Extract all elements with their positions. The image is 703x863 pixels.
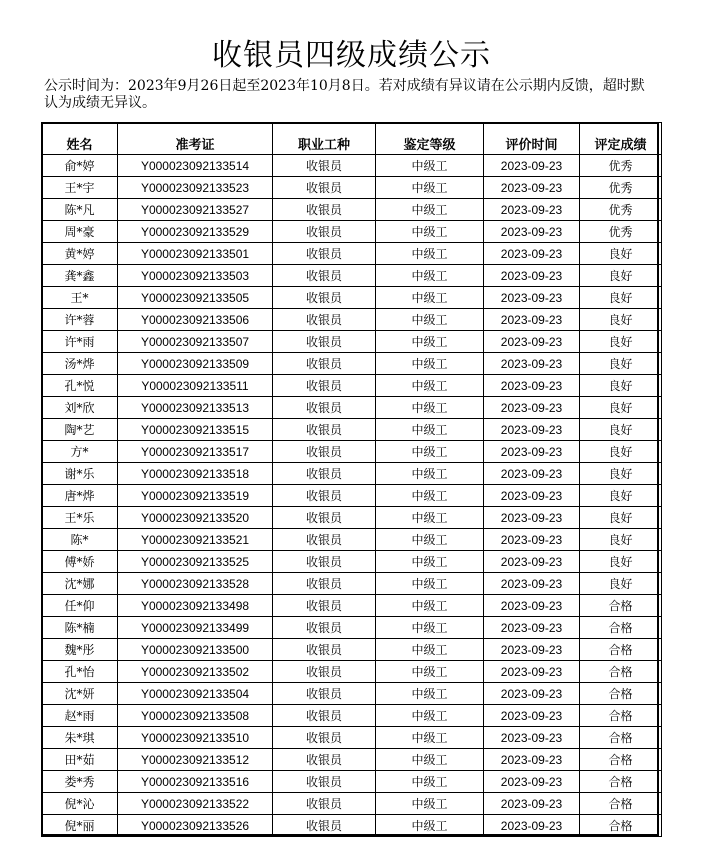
cell-exam-id: Y000023092133504 [118,683,273,705]
cell-eval-date: 2023-09-23 [484,485,580,507]
cell-occupation: 收银员 [273,265,376,287]
cell-occupation: 收银员 [273,507,376,529]
cell-grade: 良好 [580,353,662,375]
table-row [42,749,662,771]
cell-name: 陶*艺 [42,419,118,441]
header-row [42,123,662,155]
header-eval-date: 评价时间 [484,123,580,155]
cell-exam-id: Y000023092133519 [118,485,273,507]
cell-exam-id: Y000023092133517 [118,441,273,463]
cell-level: 中级工 [376,661,484,683]
header-exam-id: 准考证 [118,123,273,155]
cell-exam-id: Y000023092133523 [118,177,273,199]
table-row [42,155,662,177]
cell-name: 俞*婷 [42,155,118,177]
cell-level: 中级工 [376,815,484,837]
cell-occupation: 收银员 [273,199,376,221]
cell-grade: 良好 [580,397,662,419]
cell-exam-id: Y000023092133515 [118,419,273,441]
cell-occupation: 收银员 [273,661,376,683]
cell-exam-id: Y000023092133512 [118,749,273,771]
cell-exam-id: Y000023092133521 [118,529,273,551]
table-row [42,815,662,837]
cell-grade: 合格 [580,639,662,661]
cell-level: 中级工 [376,595,484,617]
cell-occupation: 收银员 [273,705,376,727]
cell-name: 沈*妍 [42,683,118,705]
cell-grade: 合格 [580,771,662,793]
table-row [42,441,662,463]
table-row [42,397,662,419]
cell-occupation: 收银员 [273,771,376,793]
table-row [42,573,662,595]
cell-grade: 优秀 [580,177,662,199]
cell-exam-id: Y000023092133510 [118,727,273,749]
cell-occupation: 收银员 [273,463,376,485]
cell-exam-id: Y000023092133511 [118,375,273,397]
cell-eval-date: 2023-09-23 [484,375,580,397]
cell-occupation: 收银员 [273,485,376,507]
cell-grade: 优秀 [580,155,662,177]
page-title: 收银员四级成绩公示 [212,38,491,73]
cell-level: 中级工 [376,155,484,177]
cell-eval-date: 2023-09-23 [484,595,580,617]
cell-exam-id: Y000023092133509 [118,353,273,375]
cell-name: 陈* [42,529,118,551]
cell-occupation: 收银员 [273,441,376,463]
cell-level: 中级工 [376,177,484,199]
cell-name: 黄*婷 [42,243,118,265]
cell-level: 中级工 [376,793,484,815]
cell-name: 任*仰 [42,595,118,617]
cell-occupation: 收银员 [273,331,376,353]
table-row [42,529,662,551]
cell-level: 中级工 [376,529,484,551]
cell-grade: 合格 [580,749,662,771]
table-row [42,243,662,265]
cell-name: 方* [42,441,118,463]
cell-eval-date: 2023-09-23 [484,573,580,595]
cell-eval-date: 2023-09-23 [484,463,580,485]
cell-name: 赵*雨 [42,705,118,727]
table-row [42,221,662,243]
cell-exam-id: Y000023092133498 [118,595,273,617]
header-name: 姓名 [42,123,118,155]
cell-grade: 良好 [580,463,662,485]
cell-level: 中级工 [376,705,484,727]
cell-name: 刘*欣 [42,397,118,419]
cell-eval-date: 2023-09-23 [484,199,580,221]
table-row [42,177,662,199]
cell-eval-date: 2023-09-23 [484,749,580,771]
table-row [42,595,662,617]
table-body [42,155,662,837]
cell-exam-id: Y000023092133499 [118,617,273,639]
table-row [42,551,662,573]
cell-exam-id: Y000023092133522 [118,793,273,815]
cell-grade: 合格 [580,661,662,683]
cell-eval-date: 2023-09-23 [484,661,580,683]
cell-eval-date: 2023-09-23 [484,331,580,353]
table-row [42,617,662,639]
cell-name: 陈*楠 [42,617,118,639]
cell-exam-id: Y000023092133525 [118,551,273,573]
table-row [42,199,662,221]
cell-occupation: 收银员 [273,551,376,573]
cell-name: 孔*悦 [42,375,118,397]
cell-exam-id: Y000023092133528 [118,573,273,595]
table-row [42,419,662,441]
cell-eval-date: 2023-09-23 [484,177,580,199]
cell-name: 傅*娇 [42,551,118,573]
cell-name: 谢*乐 [42,463,118,485]
table-row [42,375,662,397]
cell-name: 龚*鑫 [42,265,118,287]
cell-level: 中级工 [376,771,484,793]
cell-exam-id: Y000023092133527 [118,199,273,221]
cell-occupation: 收银员 [273,639,376,661]
cell-exam-id: Y000023092133505 [118,287,273,309]
table-row [42,309,662,331]
cell-occupation: 收银员 [273,595,376,617]
cell-level: 中级工 [376,419,484,441]
cell-exam-id: Y000023092133529 [118,221,273,243]
cell-occupation: 收银员 [273,529,376,551]
table-row [42,331,662,353]
cell-occupation: 收银员 [273,353,376,375]
cell-exam-id: Y000023092133501 [118,243,273,265]
table-row [42,727,662,749]
header-occupation: 职业工种 [273,123,376,155]
cell-eval-date: 2023-09-23 [484,353,580,375]
cell-occupation: 收银员 [273,727,376,749]
table-row [42,485,662,507]
cell-level: 中级工 [376,683,484,705]
cell-grade: 良好 [580,331,662,353]
cell-level: 中级工 [376,727,484,749]
cell-level: 中级工 [376,551,484,573]
cell-eval-date: 2023-09-23 [484,529,580,551]
cell-grade: 合格 [580,793,662,815]
cell-exam-id: Y000023092133506 [118,309,273,331]
header-level: 鉴定等级 [376,123,484,155]
cell-eval-date: 2023-09-23 [484,551,580,573]
cell-level: 中级工 [376,287,484,309]
cell-grade: 优秀 [580,221,662,243]
cell-level: 中级工 [376,221,484,243]
cell-exam-id: Y000023092133500 [118,639,273,661]
table-header [42,123,662,155]
cell-name: 魏*彤 [42,639,118,661]
cell-eval-date: 2023-09-23 [484,793,580,815]
cell-eval-date: 2023-09-23 [484,617,580,639]
cell-name: 孔*怡 [42,661,118,683]
cell-level: 中级工 [376,199,484,221]
cell-grade: 良好 [580,419,662,441]
cell-occupation: 收银员 [273,221,376,243]
cell-name: 王* [42,287,118,309]
cell-name: 陈*凡 [42,199,118,221]
cell-eval-date: 2023-09-23 [484,639,580,661]
cell-exam-id: Y000023092133503 [118,265,273,287]
table-row [42,771,662,793]
cell-grade: 良好 [580,529,662,551]
cell-occupation: 收银员 [273,155,376,177]
cell-name: 王*乐 [42,507,118,529]
cell-exam-id: Y000023092133502 [118,661,273,683]
table-row [42,353,662,375]
table-row [42,507,662,529]
cell-grade: 良好 [580,309,662,331]
cell-name: 沈*娜 [42,573,118,595]
cell-occupation: 收银员 [273,243,376,265]
cell-grade: 合格 [580,815,662,837]
cell-exam-id: Y000023092133507 [118,331,273,353]
cell-name: 倪*丽 [42,815,118,837]
cell-eval-date: 2023-09-23 [484,309,580,331]
cell-eval-date: 2023-09-23 [484,287,580,309]
cell-exam-id: Y000023092133516 [118,771,273,793]
cell-occupation: 收银员 [273,375,376,397]
cell-occupation: 收银员 [273,573,376,595]
cell-name: 唐*烨 [42,485,118,507]
cell-eval-date: 2023-09-23 [484,419,580,441]
cell-level: 中级工 [376,331,484,353]
cell-level: 中级工 [376,243,484,265]
cell-level: 中级工 [376,463,484,485]
cell-level: 中级工 [376,573,484,595]
table-row [42,639,662,661]
cell-level: 中级工 [376,397,484,419]
cell-occupation: 收银员 [273,793,376,815]
cell-grade: 良好 [580,243,662,265]
cell-level: 中级工 [376,353,484,375]
header-grade: 评定成绩 [580,123,662,155]
table-row [42,287,662,309]
cell-occupation: 收银员 [273,177,376,199]
cell-exam-id: Y000023092133520 [118,507,273,529]
cell-grade: 良好 [580,441,662,463]
cell-grade: 良好 [580,507,662,529]
cell-eval-date: 2023-09-23 [484,705,580,727]
cell-eval-date: 2023-09-23 [484,771,580,793]
cell-level: 中级工 [376,309,484,331]
cell-occupation: 收银员 [273,419,376,441]
cell-occupation: 收银员 [273,397,376,419]
cell-grade: 良好 [580,573,662,595]
cell-grade: 合格 [580,683,662,705]
table-row [42,661,662,683]
notice-text: 公示时间为：2023年9月26日起至2023年10月8日。若对成绩有异议请在公示期内反馈，超时默认为成绩无异议。 [44,78,645,111]
cell-occupation: 收银员 [273,683,376,705]
cell-eval-date: 2023-09-23 [484,441,580,463]
cell-occupation: 收银员 [273,749,376,771]
cell-eval-date: 2023-09-23 [484,265,580,287]
cell-grade: 良好 [580,375,662,397]
cell-grade: 合格 [580,727,662,749]
cell-level: 中级工 [376,749,484,771]
cell-grade: 合格 [580,595,662,617]
table-row [42,793,662,815]
cell-name: 许*蓉 [42,309,118,331]
cell-eval-date: 2023-09-23 [484,507,580,529]
cell-level: 中级工 [376,265,484,287]
cell-grade: 良好 [580,287,662,309]
cell-name: 王*宇 [42,177,118,199]
cell-grade: 良好 [580,551,662,573]
cell-exam-id: Y000023092133518 [118,463,273,485]
cell-occupation: 收银员 [273,287,376,309]
cell-exam-id: Y000023092133514 [118,155,273,177]
cell-occupation: 收银员 [273,309,376,331]
cell-eval-date: 2023-09-23 [484,397,580,419]
cell-level: 中级工 [376,507,484,529]
cell-occupation: 收银员 [273,617,376,639]
table-row [42,463,662,485]
cell-occupation: 收银员 [273,815,376,837]
cell-eval-date: 2023-09-23 [484,815,580,837]
cell-eval-date: 2023-09-23 [484,683,580,705]
cell-level: 中级工 [376,485,484,507]
cell-name: 许*雨 [42,331,118,353]
cell-grade: 良好 [580,485,662,507]
results-table [41,122,662,837]
cell-name: 田*茹 [42,749,118,771]
cell-eval-date: 2023-09-23 [484,243,580,265]
cell-name: 汤*烨 [42,353,118,375]
cell-grade: 合格 [580,617,662,639]
table-row [42,683,662,705]
cell-eval-date: 2023-09-23 [484,727,580,749]
cell-name: 倪*沁 [42,793,118,815]
cell-level: 中级工 [376,375,484,397]
cell-level: 中级工 [376,441,484,463]
table-row [42,265,662,287]
cell-name: 朱*琪 [42,727,118,749]
cell-exam-id: Y000023092133513 [118,397,273,419]
cell-level: 中级工 [376,639,484,661]
cell-eval-date: 2023-09-23 [484,221,580,243]
cell-eval-date: 2023-09-23 [484,155,580,177]
table-row [42,705,662,727]
cell-exam-id: Y000023092133508 [118,705,273,727]
cell-name: 娄*秀 [42,771,118,793]
cell-grade: 良好 [580,265,662,287]
cell-level: 中级工 [376,617,484,639]
cell-grade: 优秀 [580,199,662,221]
cell-exam-id: Y000023092133526 [118,815,273,837]
cell-grade: 合格 [580,705,662,727]
cell-name: 周*豪 [42,221,118,243]
